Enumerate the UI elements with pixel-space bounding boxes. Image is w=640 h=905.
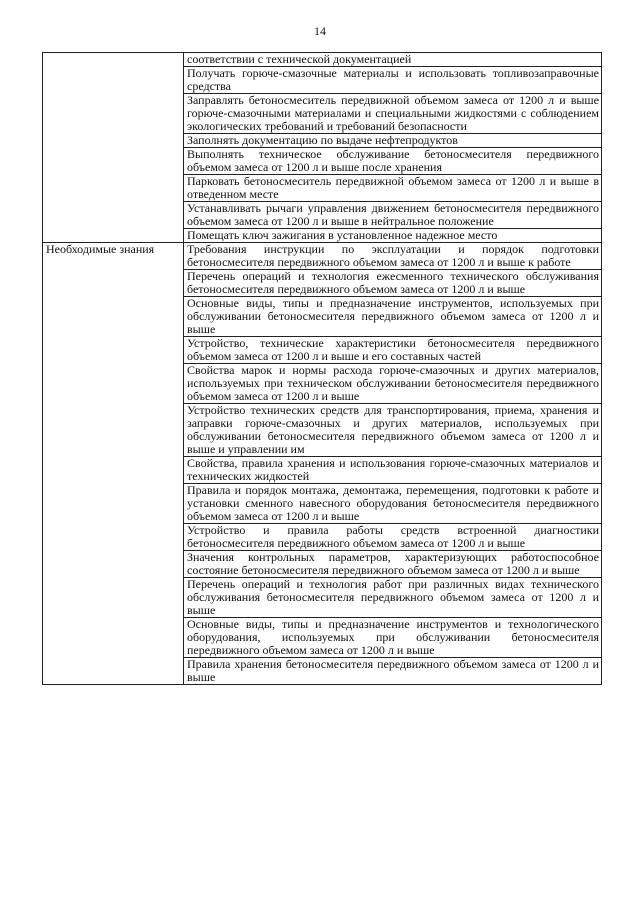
requirement-item: Правила и порядок монтажа, демонтажа, перемещения, подготовки к работе и установки сменного навесного оборудования бетоносмесителя передвижного объемом замеса от 1200 л и выше xyxy=(184,484,602,524)
requirement-item: Требования инструкции по эксплуатации и порядок подготовки бетоносмесителя передвижного объемом замеса от 1200 л и выше к работе xyxy=(184,243,602,270)
requirement-item: Устройство, технические характеристики бетоносмесителя передвижного объемом замеса от 1200 л и выше и его составных частей xyxy=(184,337,602,364)
section-label: Необходимые знания xyxy=(43,243,184,685)
table-row xyxy=(43,53,602,67)
requirement-item: Свойства марок и нормы расхода горюче-смазочных и других материалов, используемых при техническом обслуживании бетоносмесителя передвижного объемом замеса от 1200 л и выше xyxy=(184,364,602,404)
requirement-item: Основные виды, типы и предназначение инструментов, используемых при обслуживании бетоносмесителя передвижного объемом замеса от 1200 л и выше xyxy=(184,297,602,337)
requirement-item: Правила хранения бетоносмесителя передвижного объемом замеса от 1200 л и выше xyxy=(184,658,602,685)
requirement-item: Перечень операций и технология ежесменного технического обслуживания бетоносмесителя передвижного объемом замеса от 1200 л и выше xyxy=(184,270,602,297)
requirement-item: Устройство технических средств для транспортирования, приема, хранения и заправки горюче-смазочных и других материалов, используемых при обслуживании бетоносмесителя передвижного объемом замеса от 1200 л и выше и управлении им xyxy=(184,404,602,457)
requirement-item: Получать горюче-смазочные материалы и использовать топливозаправочные средства xyxy=(184,67,602,94)
page-number: 14 xyxy=(314,24,326,38)
requirement-item: Основные виды, типы и предназначение инструментов и технологического оборудования, используемых при обслуживании бетоносмесителя передвижного объемом замеса от 1200 л и выше xyxy=(184,618,602,658)
table-body xyxy=(43,53,602,685)
requirement-item: Заполнять документацию по выдаче нефтепродуктов xyxy=(184,134,602,148)
requirement-item: Устройство и правила работы средств встроенной диагностики бетоносмесителя передвижного объемом замеса от 1200 л и выше xyxy=(184,524,602,551)
requirement-item: Заправлять бетоносмеситель передвижной объемом замеса от 1200 л и выше горюче-смазочными материалами и специальными жидкостями с соблюдением экологических требований и требований безопасности xyxy=(184,94,602,134)
requirement-item: Перечень операций и технология работ при различных видах технического обслуживания бетоносмесителя передвижного объемом замеса от 1200 л и выше xyxy=(184,578,602,618)
requirement-item: Парковать бетоносмеситель передвижной объемом замеса от 1200 л и выше в отведенном месте xyxy=(184,175,602,202)
section-label xyxy=(43,53,184,243)
requirement-item: Выполнять техническое обслуживание бетоносмесителя передвижного объемом замеса от 1200 л и выше после хранения xyxy=(184,148,602,175)
requirement-item: Устанавливать рычаги управления движением бетоносмесителя передвижного объемом замеса от 1200 л и выше в нейтральное положение xyxy=(184,202,602,229)
requirements-table xyxy=(42,52,602,685)
requirement-item: Свойства, правила хранения и использования горюче-смазочных материалов и технических жидкостей xyxy=(184,457,602,484)
requirement-item: Помещать ключ зажигания в установленное надежное место xyxy=(184,229,602,243)
requirement-item: Значения контрольных параметров, характеризующих работоспособное состояние бетоносмесителя передвижного объемом замеса от 1200 л и выше xyxy=(184,551,602,578)
table-row xyxy=(43,243,602,270)
requirement-item: соответствии с технической документацией xyxy=(184,53,602,67)
